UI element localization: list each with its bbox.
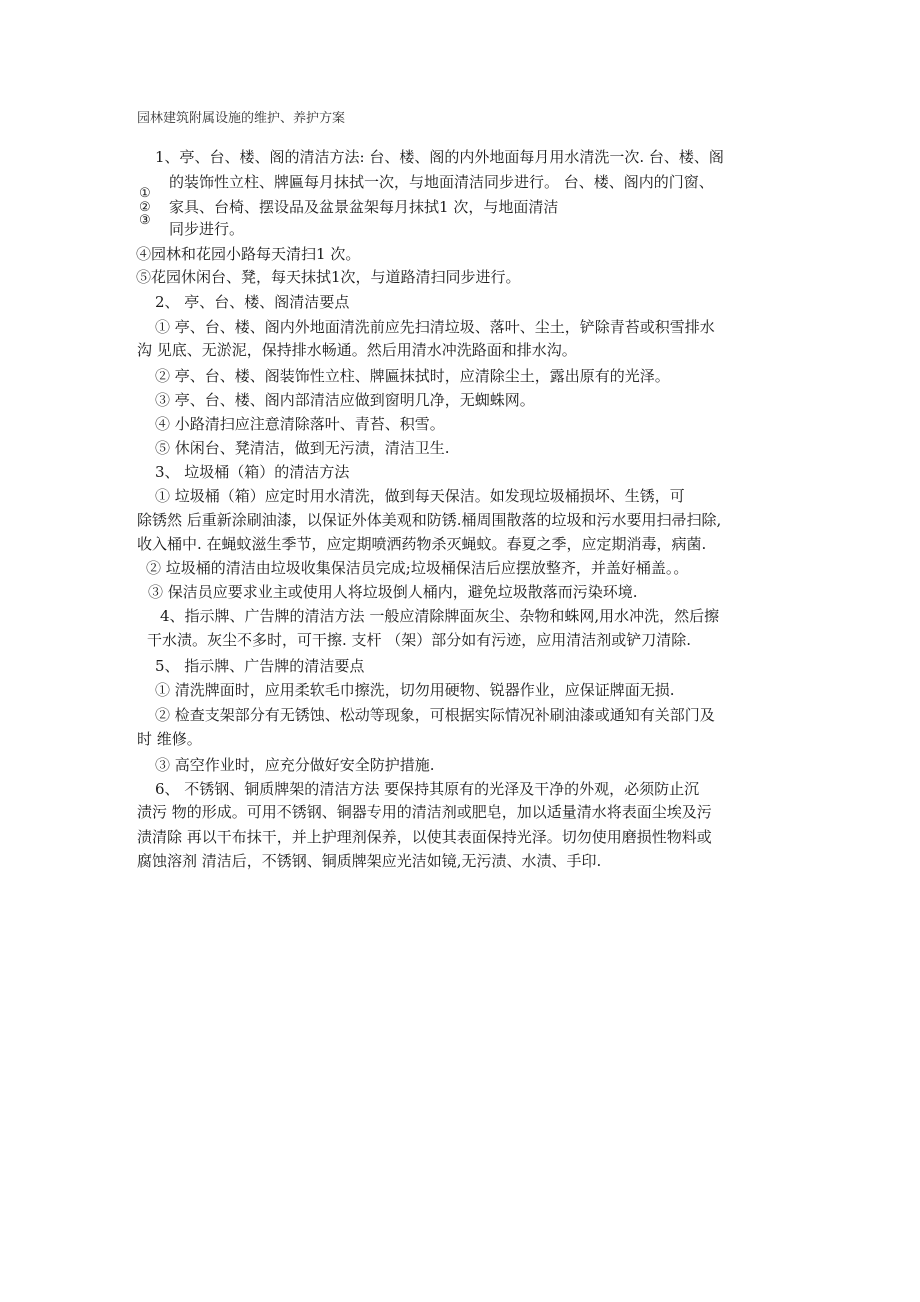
body-line: ③ 亭、台、楼、阁内部清洁应做到窗明几净，无蜘蛛网。: [155, 391, 535, 409]
body-line: 1、亭、台、楼、阁的清洁方法: 台、楼、阁的内外地面每月用水清洗一次. 台、楼、阁: [155, 148, 724, 166]
body-line: ① 清洗牌面时，应用柔软毛巾擦洗，切勿用硬物、锐器作业，应保证牌面无损.: [155, 681, 675, 699]
body-line: ② 检查支架部分有无锈蚀、松动等现象，可根据实际情况补刷油漆或通知有关部门及: [155, 706, 715, 724]
side-marker: ①: [139, 186, 151, 201]
body-line: 沟 见底、无淤泥，保持排水畅通。然后用清水冲洗路面和排水沟。: [137, 341, 577, 359]
body-line: ⑤花园休闲台、凳，每天抹拭1次，与道路清扫同步进行。: [136, 268, 521, 286]
body-line: ⑤ 休闲台、凳清洁，做到无污渍，清洁卫生.: [155, 439, 450, 457]
body-line: ② 垃圾桶的清洁由垃圾收集保洁员完成;垃圾桶保洁后应摆放整齐，并盖好桶盖。。: [146, 559, 689, 577]
body-line: 除锈然 后重新涂刷油漆，以保证外体美观和防锈.桶周围散落的垃圾和污水要用扫帚扫除,: [137, 511, 722, 529]
body-line: 干水渍。灰尘不多时，可干擦. 支杆 （架）部分如有污迹，应用清洁剂或铲刀清除.: [147, 631, 692, 649]
body-line: ① 亭、台、楼、阁内外地面清洗前应先扫清垃圾、落叶、尘土，铲除青苔或积雪排水: [155, 318, 715, 336]
body-line: 时 维修。: [137, 730, 202, 748]
section-heading: 5、 指示牌、广告牌的清洁要点: [155, 657, 365, 675]
body-line: ② 亭、台、楼、阁装饰性立柱、牌匾抹拭时，应清除尘土，露出原有的光泽。: [155, 367, 670, 385]
body-line: ④园林和花园小路每天清扫1 次。: [136, 245, 361, 263]
body-line: ① 垃圾桶（箱）应定时用水清洗，做到每天保洁。如发现垃圾桶损坏、生锈，可: [155, 487, 685, 505]
body-line: 渍清除 再以干布抹干，并上护理剂保养，以使其表面保持光泽。切勿使用磨损性物料或: [137, 828, 712, 846]
body-line: ④ 小路清扫应注意清除落叶、青苔、积雪。: [155, 415, 445, 433]
section-heading: 6、 不锈钢、铜质牌架的清洁方法 要保持其原有的光泽及干净的外观，必须防止沉: [155, 780, 700, 798]
section-heading: 2、 亭、台、楼、阁清洁要点: [155, 293, 350, 311]
document-title: 园林建筑附属设施的维护、养护方案: [137, 111, 346, 126]
body-line: 的装饰性立柱、牌匾每月抹拭一次，与地面清洁同步进行。 台、楼、阁内的门窗、: [169, 173, 714, 191]
body-line: 收入桶中. 在蝇蚊滋生季节，应定期喷洒药物杀灭蝇蚊。春夏之季，应定期消毒，病菌.: [137, 535, 707, 553]
body-line: ③ 高空作业时，应充分做好安全防护措施.: [155, 756, 435, 774]
body-line: 腐蚀溶剂 清洁后，不锈钢、铜质牌架应光洁如镜,无污渍、水渍、手印.: [137, 852, 602, 870]
side-marker: ②: [139, 200, 151, 215]
body-line: 家具、台椅、摆设品及盆景盆架每月抹拭1 次，与地面清洁: [169, 198, 559, 216]
body-line: ③ 保洁员应要求业主或使用人将垃圾倒人桶内，避免垃圾散落而污染环境.: [148, 583, 638, 601]
section-heading: 3、 垃圾桶（箱）的清洁方法: [155, 463, 350, 481]
body-line: 同步进行。: [169, 220, 245, 238]
body-line: 渍污 物的形成。可用不锈钢、铜器专用的清洁剂或肥皂，加以适量清水将表面尘埃及污: [137, 803, 712, 821]
side-marker: ③: [139, 213, 151, 228]
body-line: 4、指示牌、广告牌的清洁方法 一般应清除牌面灰尘、杂物和蛛网,用水冲洗，然后擦: [160, 607, 720, 625]
